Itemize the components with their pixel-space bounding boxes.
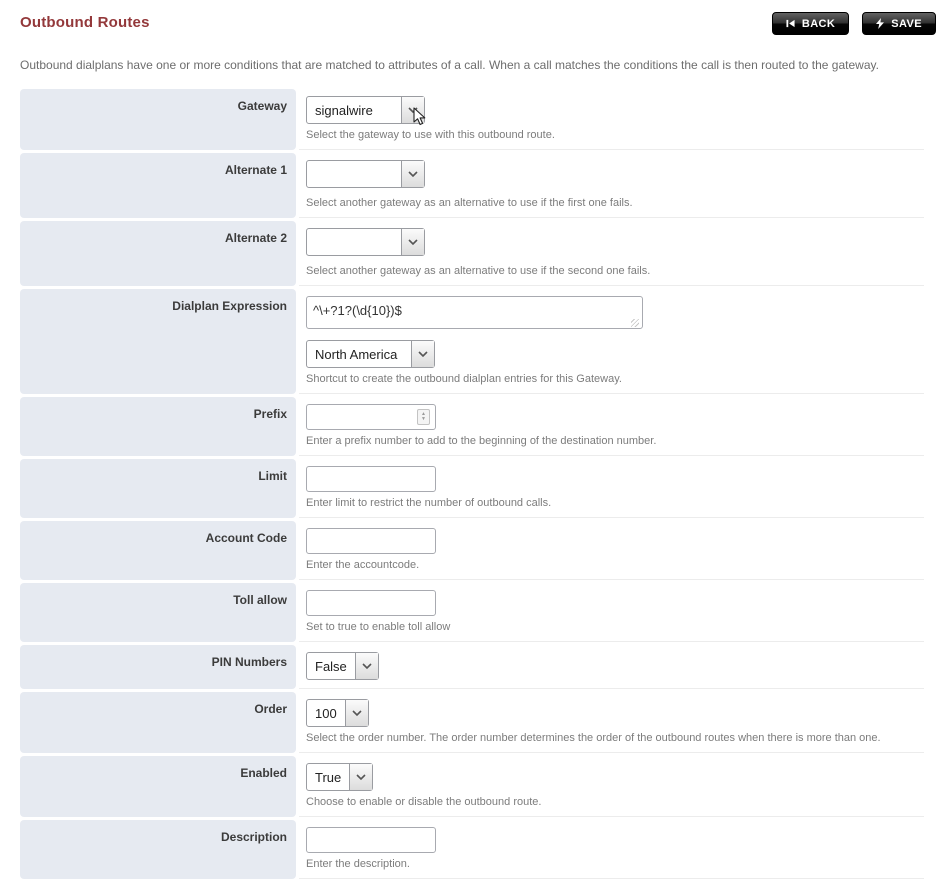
row-prefix xyxy=(20,397,924,456)
dialplan-shortcut-select-value: North America xyxy=(315,346,398,362)
skip-back-icon xyxy=(786,19,795,28)
account-code-help: Enter the accountcode. xyxy=(306,559,420,571)
chevron-down-icon xyxy=(401,97,424,123)
row-limit xyxy=(20,459,924,518)
chevron-down-icon xyxy=(349,764,372,790)
description-label: Description xyxy=(20,820,296,879)
row-account-code xyxy=(20,521,924,580)
alternate1-select-value xyxy=(307,161,401,187)
row-gateway xyxy=(20,89,924,150)
alternate2-select-value xyxy=(307,229,401,255)
back-button[interactable] xyxy=(772,12,849,35)
description-help: Enter the description. xyxy=(306,858,410,870)
lightning-bolt-icon xyxy=(876,18,884,29)
gateway-label: Gateway xyxy=(20,89,296,150)
chevron-down-icon xyxy=(401,229,424,255)
order-select[interactable] xyxy=(306,699,369,727)
prefix-label: Prefix xyxy=(20,397,296,456)
enabled-label: Enabled xyxy=(20,756,296,817)
page-description: Outbound dialplans have one or more conditions that are matched to attributes of a call. When a call matches the conditions the call is then routed to the gateway. xyxy=(20,58,879,72)
gateway-select[interactable] xyxy=(306,96,425,124)
limit-input[interactable] xyxy=(306,466,436,492)
toll-allow-input[interactable] xyxy=(306,590,436,616)
order-select-value: 100 xyxy=(315,705,337,721)
pin-numbers-select[interactable] xyxy=(306,652,379,680)
order-help: Select the order number. The order number determines the order of the outbound routes when there is more than one. xyxy=(306,732,881,744)
row-alternate-2 xyxy=(20,221,924,286)
description-input[interactable] xyxy=(306,827,436,853)
number-spinner-icon[interactable]: ▲ ▼ xyxy=(417,409,430,425)
dialplan-expression-label: Dialplan Expression xyxy=(20,289,296,394)
gateway-help: Select the gateway to use with this outbound route. xyxy=(306,129,555,141)
prefix-help: Enter a prefix number to add to the beginning of the destination number. xyxy=(306,435,657,447)
resize-grip-icon[interactable] xyxy=(631,319,639,327)
chevron-down-icon xyxy=(355,653,378,679)
limit-label: Limit xyxy=(20,459,296,518)
alternate1-help: Select another gateway as an alternative to use if the first one fails. xyxy=(306,197,633,209)
alternate1-select[interactable] xyxy=(306,160,425,188)
chevron-down-icon xyxy=(401,161,424,187)
enabled-help: Choose to enable or disable the outbound route. xyxy=(306,796,542,808)
row-order xyxy=(20,692,924,753)
toll-allow-help: Set to true to enable toll allow xyxy=(306,621,451,633)
account-code-input[interactable] xyxy=(306,528,436,554)
order-label: Order xyxy=(20,692,296,753)
pin-numbers-select-value: False xyxy=(315,658,347,674)
enabled-select-value: True xyxy=(315,769,342,785)
toolbar xyxy=(772,12,936,35)
account-code-label: Account Code xyxy=(20,521,296,580)
row-description xyxy=(20,820,924,879)
page-title: Outbound Routes xyxy=(20,14,150,31)
limit-help: Enter limit to restrict the number of outbound calls. xyxy=(306,497,552,509)
alternate2-help: Select another gateway as an alternative to use if the second one fails. xyxy=(306,265,651,277)
toll-allow-label: Toll allow xyxy=(20,583,296,642)
dialplan-shortcut-select[interactable] xyxy=(306,340,435,368)
alternate1-label: Alternate 1 xyxy=(20,153,296,218)
enabled-select[interactable] xyxy=(306,763,373,791)
row-alternate-1 xyxy=(20,153,924,218)
chevron-down-icon xyxy=(411,341,434,367)
back-button-label: BACK xyxy=(801,17,836,30)
dialplan-expression-help: Shortcut to create the outbound dialplan entries for this Gateway. xyxy=(306,373,622,385)
row-enabled xyxy=(20,756,924,817)
outbound-route-form xyxy=(20,89,924,879)
row-dialplan-expression xyxy=(20,289,924,394)
save-button-label: SAVE xyxy=(891,17,922,30)
save-button[interactable] xyxy=(862,12,936,35)
row-toll-allow xyxy=(20,583,924,642)
alternate2-label: Alternate 2 xyxy=(20,221,296,286)
chevron-down-icon xyxy=(345,700,368,726)
page-header xyxy=(0,0,944,35)
gateway-select-value: signalwire xyxy=(315,102,373,118)
pin-numbers-label: PIN Numbers xyxy=(20,645,296,689)
row-pin-numbers xyxy=(20,645,924,689)
dialplan-expression-input[interactable] xyxy=(306,296,643,329)
alternate2-select[interactable] xyxy=(306,228,425,256)
